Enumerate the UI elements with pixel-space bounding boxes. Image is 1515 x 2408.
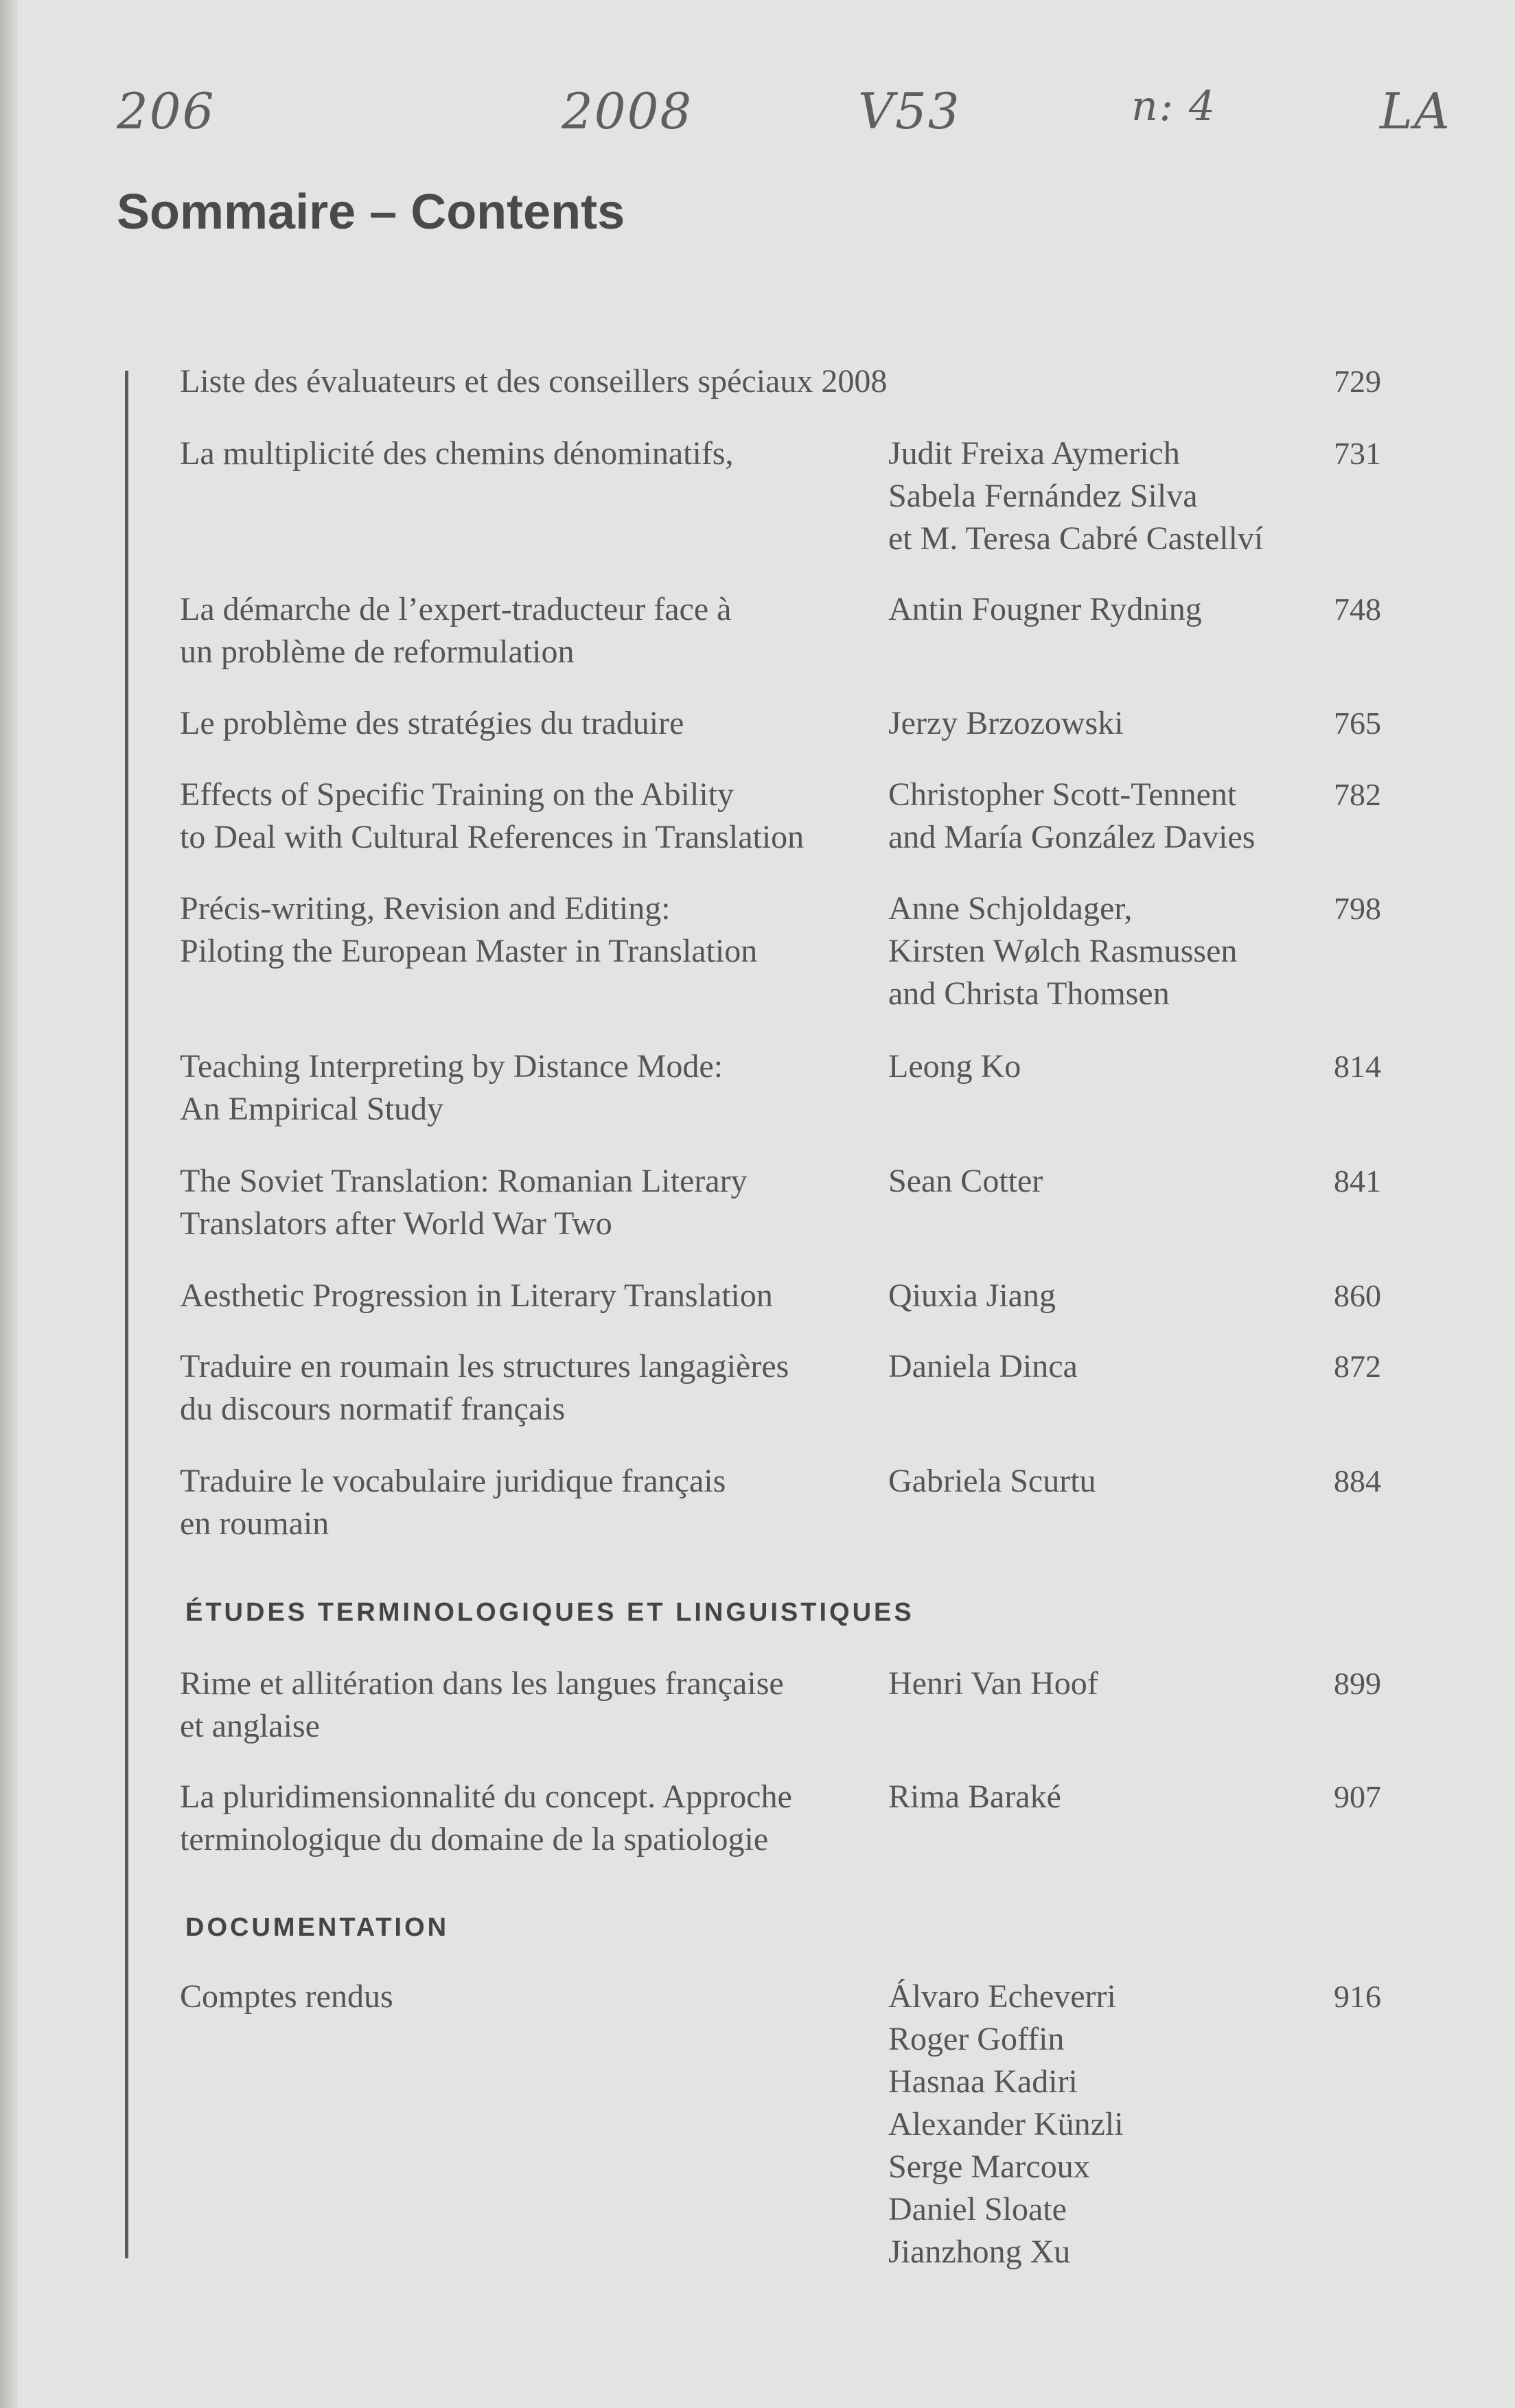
- entry-title: Précis-writing, Revision and Editing: Piloting the European Master in Translation: [180, 890, 758, 969]
- entry-title: Liste des évaluateurs et des conseillers spéciaux 2008: [180, 363, 888, 400]
- entry-page: 899: [1334, 1666, 1381, 1701]
- entry-page: 841: [1334, 1164, 1381, 1199]
- entry-page: 814: [1334, 1049, 1381, 1084]
- entry-authors: Sean Cotter: [888, 1163, 1043, 1199]
- entry-title: Le problème des stratégies du traduire: [180, 705, 684, 741]
- entry-authors: Leong Ko: [888, 1048, 1021, 1085]
- entry-title: La multiplicité des chemins dénominatifs,: [180, 435, 734, 472]
- entry-title: The Soviet Translation: Romanian Literary Translators after World War Two: [180, 1163, 748, 1242]
- entry-title: La pluridimensionnalité du concept. Approche terminologique du domaine de la spatiologie: [180, 1779, 792, 1857]
- entry-page: 884: [1334, 1463, 1381, 1498]
- page-edge-shadow: [0, 0, 18, 2408]
- entry-authors: Christopher Scott-Tennent and María González Davies: [888, 776, 1256, 855]
- vertical-rule: [125, 371, 128, 2258]
- page-title: Sommaire – Contents: [117, 185, 625, 240]
- entry-authors: Gabriela Scurtu: [888, 1463, 1096, 1499]
- entry-authors: Qiuxia Jiang: [888, 1277, 1056, 1314]
- entry-page: 765: [1334, 706, 1381, 741]
- entry-authors: Álvaro Echeverri Roger Goffin Hasnaa Kadiri Alexander Künzli Serge Marcoux Daniel Sloate Jianzhong Xu: [888, 1978, 1124, 2270]
- entry-page: 916: [1334, 1979, 1381, 2014]
- entry-page: 782: [1334, 777, 1381, 812]
- entry-title: Effects of Specific Training on the Ability to Deal with Cultural References in Translation: [180, 776, 805, 855]
- entry-authors: Antin Fougner Rydning: [888, 591, 1202, 627]
- entry-title: Comptes rendus: [180, 1978, 393, 2015]
- entry-page: 907: [1334, 1779, 1381, 1814]
- entry-title: La démarche de l’expert-traducteur face à un problème de reformulation: [180, 591, 732, 670]
- handwritten-mark-number: 206: [117, 82, 216, 140]
- handwritten-mark-initials: LA: [1380, 82, 1451, 140]
- entry-page: 731: [1334, 436, 1381, 471]
- handwritten-mark-volume: V53: [858, 82, 961, 140]
- section-heading-terminology: ÉTUDES TERMINOLOGIQUES ET LINGUISTIQUES: [185, 1598, 914, 1627]
- entry-page: 860: [1334, 1278, 1381, 1313]
- handwritten-mark-year: 2008: [562, 82, 693, 140]
- entry-authors: Daniela Dinca: [888, 1348, 1078, 1385]
- entry-authors: Rima Baraké: [888, 1779, 1061, 1815]
- handwritten-mark-issue: n: 4: [1131, 82, 1217, 130]
- section-heading-documentation: DOCUMENTATION: [185, 1913, 450, 1942]
- entry-authors: Anne Schjoldager, Kirsten Wølch Rasmussen and Christa Thomsen: [888, 890, 1238, 1012]
- entry-title: Traduire le vocabulaire juridique français en roumain: [180, 1463, 726, 1542]
- entry-authors: Judit Freixa Aymerich Sabela Fernández Silva et M. Teresa Cabré Castellví: [888, 435, 1264, 557]
- entry-title: Teaching Interpreting by Distance Mode: An Empirical Study: [180, 1048, 724, 1127]
- entry-title: Traduire en roumain les structures langagières du discours normatif français: [180, 1348, 789, 1427]
- entry-authors: Jerzy Brzozowski: [888, 705, 1124, 741]
- entry-page: 872: [1334, 1349, 1381, 1384]
- entry-page: 729: [1334, 364, 1381, 399]
- entry-title: Aesthetic Progression in Literary Translation: [180, 1277, 773, 1314]
- entry-title: Rime et allitération dans les langues française et anglaise: [180, 1665, 784, 1744]
- entry-authors: Henri Van Hoof: [888, 1665, 1098, 1702]
- entry-page: 798: [1334, 891, 1381, 926]
- entry-page: 748: [1334, 592, 1381, 627]
